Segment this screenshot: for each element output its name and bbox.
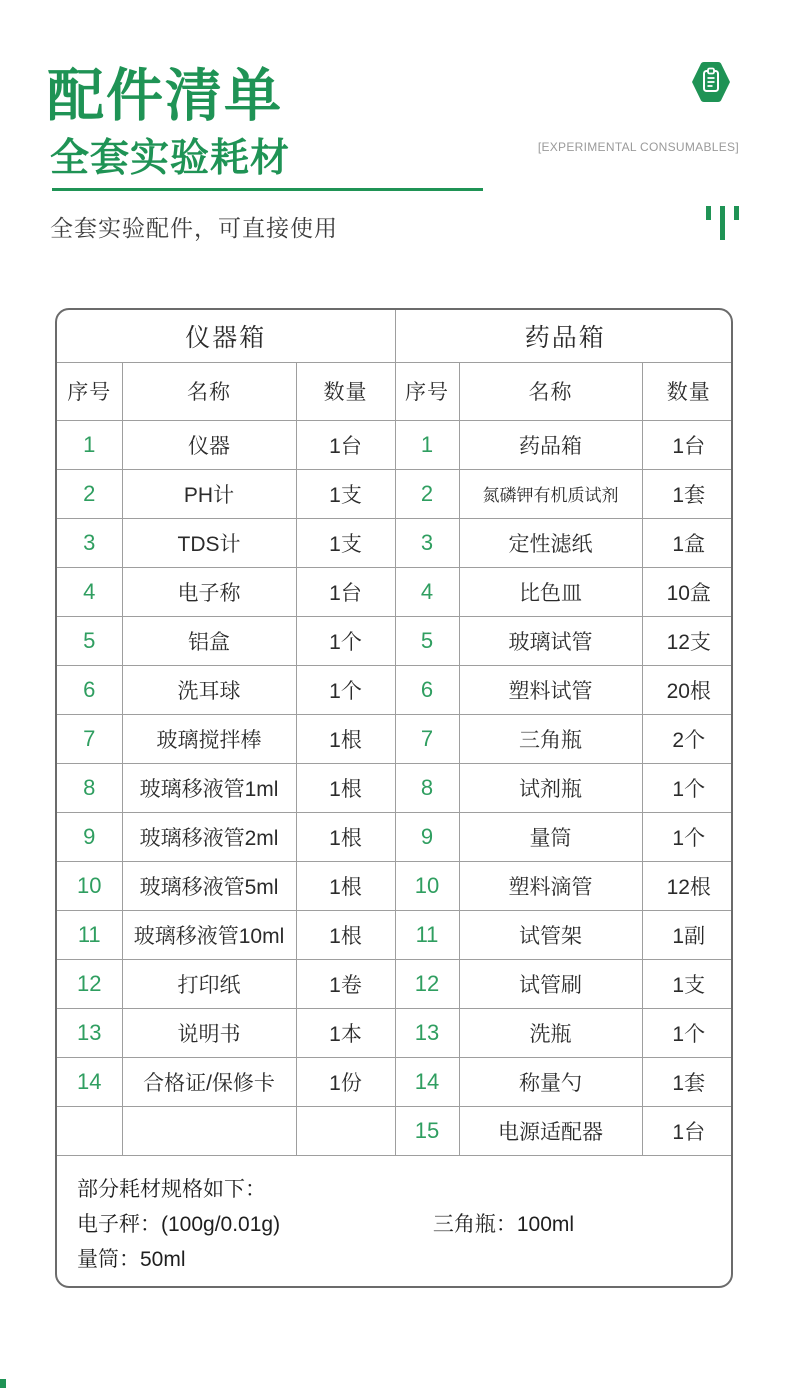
cell-no: 15 — [395, 1106, 459, 1155]
cell-qty: 20根 — [642, 665, 733, 714]
table-row — [57, 812, 733, 861]
accessories-table — [55, 308, 733, 1288]
table-column-header-row — [57, 362, 733, 420]
page-subtitle: 全套实验耗材 — [50, 137, 291, 180]
cell-name: 玻璃移液管2ml — [122, 812, 296, 861]
cell-no: 10 — [57, 861, 122, 910]
cell-qty: 1个 — [642, 763, 733, 812]
cell-no: 12 — [395, 959, 459, 1008]
table-row — [57, 959, 733, 1008]
cell-name: 电子称 — [122, 567, 296, 616]
cell-name: 玻璃移液管1ml — [122, 763, 296, 812]
cell-qty: 2个 — [642, 714, 733, 763]
cell-name — [122, 1106, 296, 1155]
cell-name: 玻璃试管 — [459, 616, 642, 665]
cell-no: 6 — [57, 665, 122, 714]
cell-name: PH计 — [122, 469, 296, 518]
cell-name: 说明书 — [122, 1008, 296, 1057]
cell-qty: 1个 — [296, 665, 395, 714]
cell-qty: 1盒 — [642, 518, 733, 567]
cell-qty: 1台 — [296, 567, 395, 616]
cell-no: 14 — [395, 1057, 459, 1106]
cell-qty: 1支 — [296, 469, 395, 518]
cell-qty: 1根 — [296, 910, 395, 959]
cell-no: 13 — [395, 1008, 459, 1057]
cell-name: 玻璃搅拌棒 — [122, 714, 296, 763]
cell-qty: 1支 — [642, 959, 733, 1008]
col-header-no: 序号 — [395, 362, 459, 420]
cell-qty: 1本 — [296, 1008, 395, 1057]
cell-name: 洗耳球 — [122, 665, 296, 714]
cell-no: 4 — [395, 567, 459, 616]
cell-no: 9 — [395, 812, 459, 861]
subtitle-underline — [52, 188, 483, 191]
table-group-header-row — [57, 310, 733, 362]
cell-name: 比色皿 — [459, 567, 642, 616]
cell-no: 12 — [57, 959, 122, 1008]
table-row — [57, 1057, 733, 1106]
cell-qty: 1台 — [642, 1106, 733, 1155]
table-row — [57, 1008, 733, 1057]
cell-qty: 1根 — [296, 714, 395, 763]
table-row — [57, 1106, 733, 1155]
left-box-title: 仪器箱 — [57, 310, 395, 362]
cell-name: 试管架 — [459, 910, 642, 959]
cell-name: 三角瓶 — [459, 714, 642, 763]
cell-no: 3 — [57, 518, 122, 567]
notes-scale-spec: 电子秤：(100g/0.01g) — [77, 1212, 281, 1236]
cell-no: 1 — [57, 420, 122, 469]
table-row — [57, 567, 733, 616]
notes-row — [57, 1155, 733, 1286]
cell-name: 仪器 — [122, 420, 296, 469]
notes-cell — [57, 1155, 733, 1286]
right-box-title: 药品箱 — [395, 310, 733, 362]
cell-name: 合格证/保修卡 — [122, 1057, 296, 1106]
col-header-qty: 数量 — [296, 362, 395, 420]
cell-no: 10 — [395, 861, 459, 910]
table-row — [57, 861, 733, 910]
cell-name: 玻璃移液管10ml — [122, 910, 296, 959]
cell-name: 洗瓶 — [459, 1008, 642, 1057]
table-row — [57, 518, 733, 567]
cell-name: 定性滤纸 — [459, 518, 642, 567]
cell-name: 氮磷钾有机质试剂 — [459, 469, 642, 518]
cell-no: 8 — [395, 763, 459, 812]
cell-no — [57, 1106, 122, 1155]
cell-qty: 12根 — [642, 861, 733, 910]
cell-name: 铝盒 — [122, 616, 296, 665]
cell-qty: 1份 — [296, 1057, 395, 1106]
corner-accent-mark — [0, 1379, 6, 1388]
clipboard-hexagon-icon — [689, 58, 733, 106]
cell-qty: 1根 — [296, 812, 395, 861]
cell-qty: 1个 — [642, 812, 733, 861]
cell-no: 8 — [57, 763, 122, 812]
cell-no: 2 — [57, 469, 122, 518]
cell-name: 打印纸 — [122, 959, 296, 1008]
tagline-text: 全套实验配件，可直接使用 — [50, 215, 338, 241]
cell-name: 电源适配器 — [459, 1106, 642, 1155]
cell-qty: 1卷 — [296, 959, 395, 1008]
col-header-name: 名称 — [459, 362, 642, 420]
table-row — [57, 714, 733, 763]
cell-no: 4 — [57, 567, 122, 616]
cell-no: 3 — [395, 518, 459, 567]
notes-intro: 部分耗材规格如下： — [77, 1177, 266, 1201]
col-header-name: 名称 — [122, 362, 296, 420]
cell-no: 11 — [395, 910, 459, 959]
table-row — [57, 616, 733, 665]
col-header-qty: 数量 — [642, 362, 733, 420]
cell-no: 13 — [57, 1008, 122, 1057]
cell-qty: 1副 — [642, 910, 733, 959]
cell-name: 塑料试管 — [459, 665, 642, 714]
cell-name: 玻璃移液管5ml — [122, 861, 296, 910]
cell-no: 9 — [57, 812, 122, 861]
cell-qty: 1台 — [642, 420, 733, 469]
cell-no: 2 — [395, 469, 459, 518]
cell-no: 7 — [395, 714, 459, 763]
cell-no: 14 — [57, 1057, 122, 1106]
table-row — [57, 910, 733, 959]
cell-name: 药品箱 — [459, 420, 642, 469]
cell-no: 1 — [395, 420, 459, 469]
cell-name: 试管刷 — [459, 959, 642, 1008]
english-caption: [EXPERIMENTAL CONSUMABLES] — [537, 140, 739, 154]
cell-name: 称量勺 — [459, 1057, 642, 1106]
cell-qty: 1台 — [296, 420, 395, 469]
cell-name: 量筒 — [459, 812, 642, 861]
col-header-no: 序号 — [57, 362, 122, 420]
page-title: 配件清单 — [47, 64, 283, 128]
table-row — [57, 420, 733, 469]
cell-qty: 1个 — [296, 616, 395, 665]
cell-name: 塑料滴管 — [459, 861, 642, 910]
cell-qty: 1个 — [642, 1008, 733, 1057]
cell-qty: 1套 — [642, 469, 733, 518]
cell-qty: 1套 — [642, 1057, 733, 1106]
table-row — [57, 763, 733, 812]
cell-qty: 1根 — [296, 763, 395, 812]
cell-no: 11 — [57, 910, 122, 959]
cell-no: 5 — [57, 616, 122, 665]
notes-line2 — [77, 1207, 733, 1242]
cell-qty: 12支 — [642, 616, 733, 665]
table-row — [57, 665, 733, 714]
cell-no: 7 — [57, 714, 122, 763]
table-row — [57, 469, 733, 518]
cell-qty — [296, 1106, 395, 1155]
cell-name: TDS计 — [122, 518, 296, 567]
triple-bars-decoration-icon — [706, 206, 739, 240]
notes-flask-spec: 三角瓶：100ml — [432, 1212, 575, 1236]
cell-name: 试剂瓶 — [459, 763, 642, 812]
cell-qty: 10盒 — [642, 567, 733, 616]
cell-no: 6 — [395, 665, 459, 714]
cell-qty: 1支 — [296, 518, 395, 567]
cell-no: 5 — [395, 616, 459, 665]
cell-qty: 1根 — [296, 861, 395, 910]
notes-cylinder-spec: 量筒：50ml — [77, 1247, 186, 1271]
